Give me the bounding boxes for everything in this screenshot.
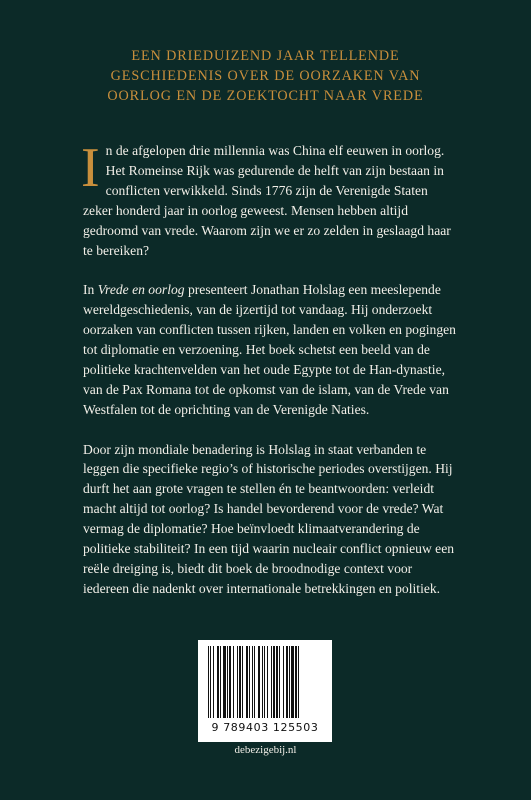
barcode-bars (198, 640, 332, 722)
barcode-bar (239, 646, 241, 718)
barcode-bar (229, 646, 231, 718)
blurb (81, 137, 458, 619)
approach-paragraph: Door zijn mondiale benadering is Holslag in staat verbanden te leggen die specifieke regio’s of historische periodes overstijgen. Hij durft het aan grote vragen te stellen én te beantwoorden: verleidt macht altijd tot oorlog? Is handel bevorderend voor de vrede? Wat vermag de diplomatie? Hoe beïnvloedt klimaatverandering de politieke stabiliteit? In een tijd waarin nucleair conflict opnieuw een reële dreiging is, biedt dit boek de broodnodige context voor iedereen die nadenkt over internationale betrekkingen en politiek. (83, 441, 455, 596)
barcode-bar (242, 646, 243, 718)
headline-line: OORLOG EN DE ZOEKTOCHT NAAR VREDE (107, 88, 424, 104)
isbn-number: 9 789403 125503 (211, 721, 319, 734)
description-lead: In (83, 282, 98, 298)
barcode-bar (291, 646, 294, 718)
barcode-bar (210, 646, 211, 718)
barcode-bar (254, 646, 255, 718)
barcode-bar (246, 646, 248, 718)
barcode-bar (249, 646, 250, 718)
publisher-website: debezigebij.nl (234, 744, 297, 756)
barcode-bar (213, 646, 214, 718)
description-paragraph (83, 280, 458, 419)
headline-line: GESCHIEDENIS OVER DE OORZAKEN VAN (110, 68, 421, 84)
barcode-bar (295, 646, 297, 718)
barcode-bar (298, 646, 299, 718)
barcode-bar (276, 646, 278, 718)
headline (0, 46, 531, 106)
barcode-bar (283, 646, 284, 718)
intro-text: n de afgelopen drie millennia was China elf eeuwen in oorlog. Het Romeinse Rijk was gedurende de helft van zijn bestaan in conflicten verwikkeld. Sinds 1776 zijn de Verenigde Staten zeker honderd jaar in oorlog geweest. Mensen hebben altijd gedroomd van vrede. Waarom zijn we er zo zelden in geslaagd haar te bereiken? (83, 143, 451, 258)
barcode-bar (233, 646, 234, 718)
barcode-bar (237, 646, 238, 718)
description-text: presenteert Jonathan Holslag een meeslepende wereldgeschiedenis, van de ijzertijd tot vandaag. Hij onderzoekt oorzaken van conflicten tussen rijken, landen en volken en pogingen tot diplomatie en verzoening. Het boek schetst een beeld van de politieke krachtenvelden van het oude Egypte tot de Han-dynastie, van de Pax Romana tot de opkomst van de islam, van de Vrede van Westfalen tot de oprichting van de Verenigde Naties. (83, 282, 456, 417)
barcode-bar (289, 646, 290, 718)
barcode (198, 640, 332, 742)
drop-cap: I (81, 137, 100, 199)
barcode-bar (273, 646, 275, 718)
barcode-bar (271, 646, 272, 718)
barcode-bar (286, 646, 288, 718)
barcode-bar (223, 646, 226, 718)
intro-paragraph (81, 137, 458, 260)
barcode-bar (262, 646, 263, 718)
barcode-bar (220, 646, 221, 718)
barcode-bar (252, 646, 253, 718)
barcode-bar (264, 646, 265, 718)
barcode-bar (227, 646, 228, 718)
barcode-bar (258, 646, 260, 718)
barcode-bar (279, 646, 280, 718)
barcode-bar (267, 646, 268, 718)
headline-line: EEN DRIEDUIZEND JAAR TELLENDE (131, 48, 400, 64)
barcode-bar (208, 646, 209, 718)
book-title: Vrede en oorlog (97, 282, 185, 298)
barcode-bar (217, 646, 219, 718)
